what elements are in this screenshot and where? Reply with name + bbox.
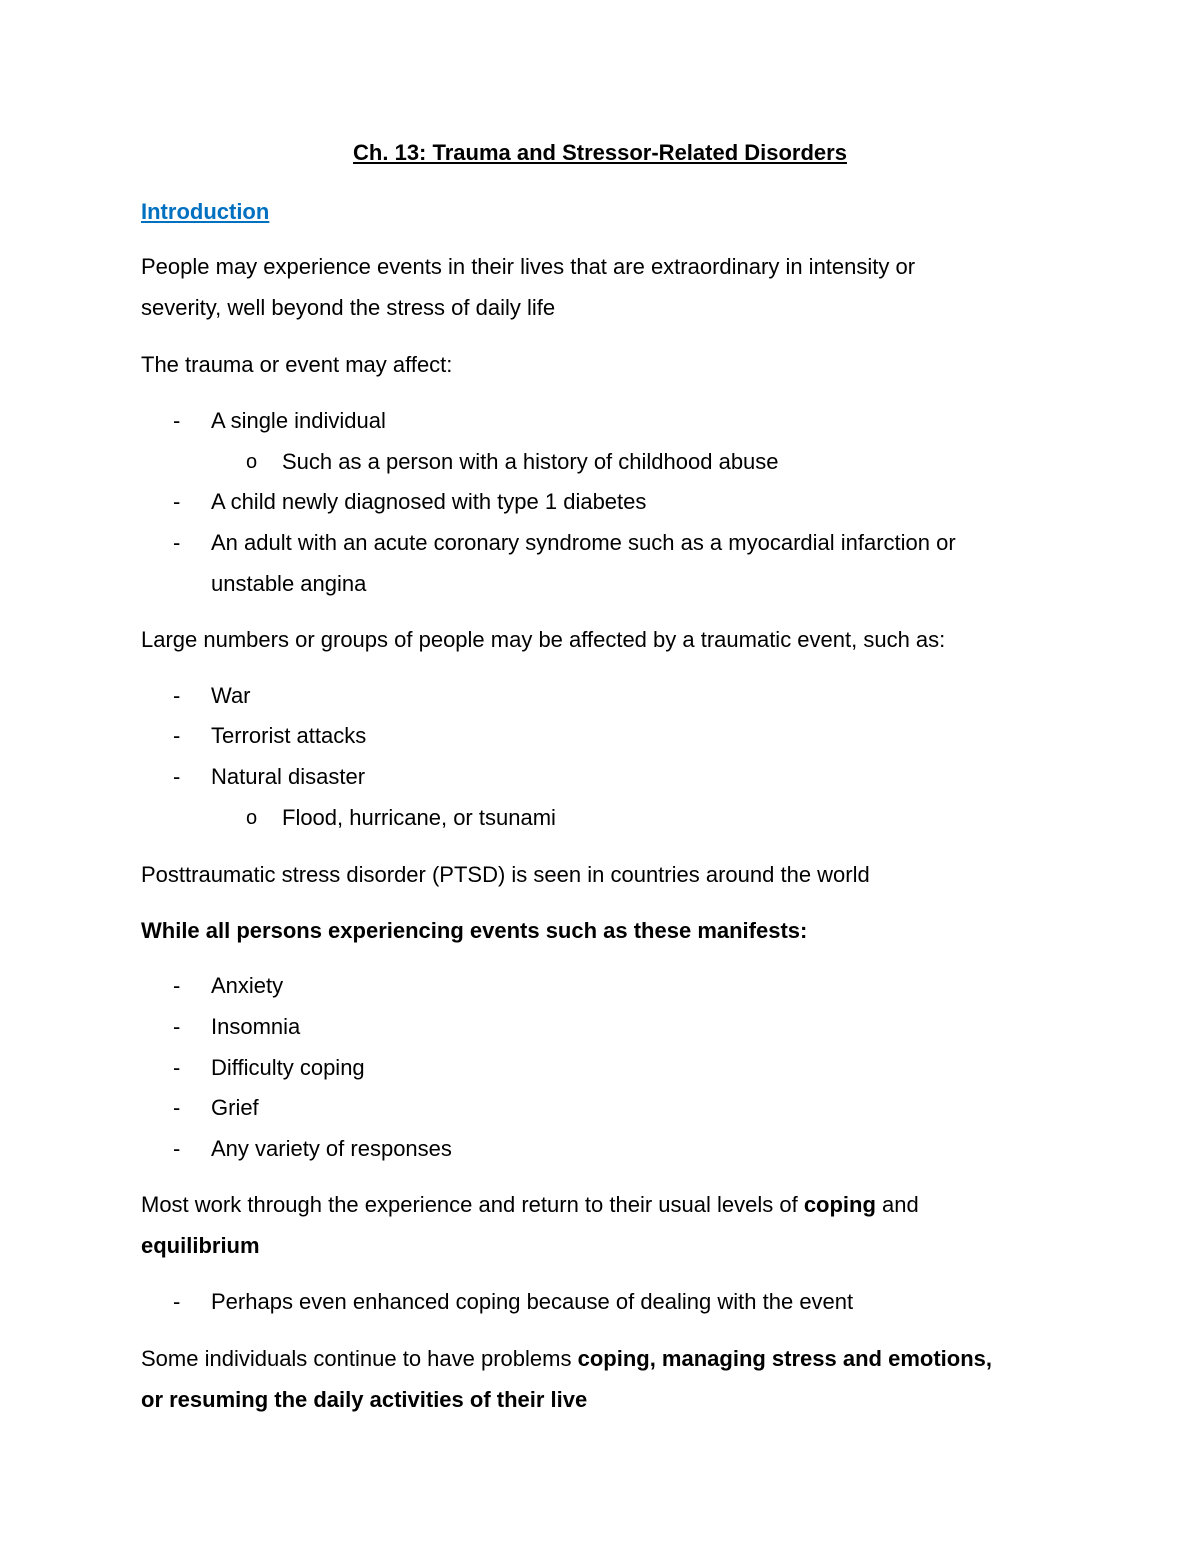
some-individuals-text: Some individuals continue to have problems [141,1346,578,1371]
resuming-activities-emphasis: or resuming the daily activities of their live [141,1387,588,1412]
list-item-any-variety: Any variety of responses [211,1136,452,1161]
page-title: Ch. 13: Trauma and Stressor-Related Disorders [353,140,847,165]
list-item-anxiety: Anxiety [211,973,284,998]
equilibrium-emphasis: equilibrium [141,1233,260,1258]
most-work-text-end: and [875,1192,919,1217]
list-item-adult-coronary-line-1: An adult with an acute coronary syndrome such as a myocardial infarction or [211,530,956,555]
list-dash: - [173,530,181,555]
list-dash: - [173,489,181,514]
manifests-heading: While all persons experiencing events such as these manifests: [141,918,808,943]
list-dash: - [173,723,181,748]
intro-paragraph-line-2: severity, well beyond the stress of daily life [141,295,556,320]
sub-list-bullet: o [246,807,258,829]
most-work-paragraph-line-1 [141,1190,919,1220]
section-heading-introduction: Introduction [141,199,270,224]
sub-list-item-childhood-abuse: Such as a person with a history of childhood abuse [282,449,779,474]
groups-lead-paragraph: Large numbers or groups of people may be affected by a traumatic event, such as: [141,627,946,652]
coping-managing-emphasis: coping, managing stress and emotions, [577,1346,992,1371]
affect-lead-paragraph: The trauma or event may affect: [141,352,453,377]
sub-list-item-flood-hurricane: Flood, hurricane, or tsunami [282,805,556,830]
list-item-child-diabetes: A child newly diagnosed with type 1 diabetes [211,489,647,514]
list-dash: - [173,1095,181,1120]
list-item-natural-disaster: Natural disaster [211,764,366,789]
list-dash: - [173,973,181,998]
list-dash: - [173,408,181,433]
list-item-enhanced-coping: Perhaps even enhanced coping because of dealing with the event [211,1289,854,1314]
list-dash: - [173,683,181,708]
list-dash: - [173,1289,181,1314]
most-work-text: Most work through the experience and return to their usual levels of [141,1192,804,1217]
list-item-war: War [211,683,251,708]
coping-emphasis: coping [803,1192,876,1217]
list-item-grief: Grief [211,1095,259,1120]
list-item-insomnia: Insomnia [211,1014,301,1039]
some-individuals-paragraph-line-1 [141,1344,992,1374]
list-item-adult-coronary-line-2: unstable angina [211,571,367,596]
sub-list-bullet: o [246,451,258,473]
list-dash: - [173,1136,181,1161]
list-item-difficulty-coping: Difficulty coping [211,1055,365,1080]
list-item-terrorist-attacks: Terrorist attacks [211,723,367,748]
ptsd-paragraph: Posttraumatic stress disorder (PTSD) is seen in countries around the world [141,862,870,887]
intro-paragraph-line-1: People may experience events in their lives that are extraordinary in intensity or [141,254,916,279]
list-dash: - [173,764,181,789]
list-dash: - [173,1055,181,1080]
list-item-single-individual: A single individual [211,408,386,433]
list-dash: - [173,1014,181,1039]
